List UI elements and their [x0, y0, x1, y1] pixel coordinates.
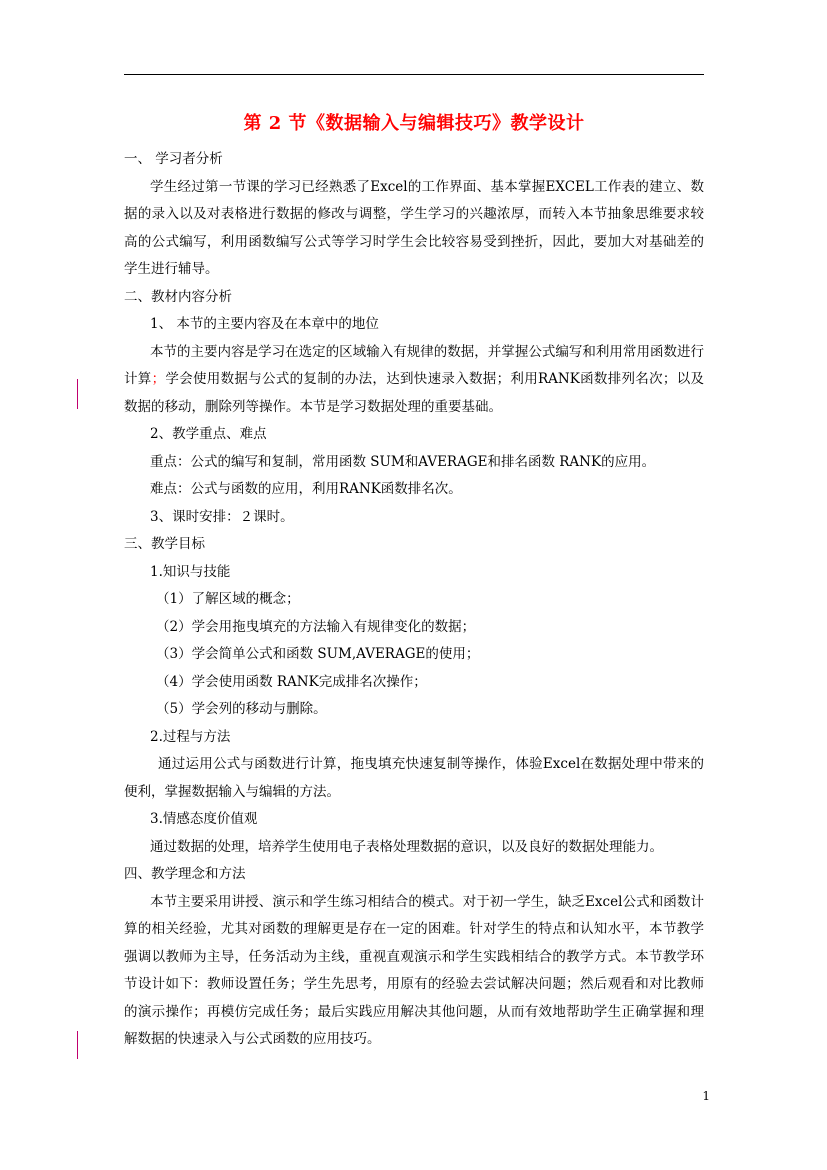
key-points: 重点：公式的编写和复制，常用函数 SUM和AVERAGE和排名函数 RANK的应用。	[150, 453, 656, 470]
goal-3-heading: 3.情感态度价值观	[150, 811, 258, 827]
goal-item: （2）学会用拖曳填充的方法输入有规律变化的数据；	[156, 618, 476, 635]
goal-item: （4）学会使用函数 RANK完成排名次操作；	[156, 673, 427, 690]
goal-item: （1）了解区域的概念；	[156, 591, 300, 607]
section-3-heading: 三、教学目标	[124, 536, 205, 552]
goal-2-heading: 2.过程与方法	[150, 728, 231, 745]
section-2-paragraph-1-part-a: 本节的主要内容是学习在选定的区域输入有规律的数据，并掌握公式编写和利用常用函数进行计算	[124, 343, 704, 387]
revision-bar	[77, 1031, 78, 1059]
goal-item: （3）学会简单公式和函数 SUM,AVERAGE的使用；	[156, 646, 480, 662]
section-2-paragraph-1-part-b: 学会使用数据与公式的复制的办法，达到快速录入数据；利用RANK函数排列名次；以及数据的移动，删除列等操作。本节是学习数据处理的重要基础。	[124, 371, 705, 415]
section-2-paragraph-1	[124, 339, 704, 422]
document-body	[124, 146, 704, 1054]
page-number: 1	[702, 1089, 710, 1103]
goal-1-heading: 1.知识与技能	[150, 563, 231, 580]
section-4-paragraph: 本节主要采用讲授、演示和学生练习相结合的模式。对于初一学生，缺乏Excel公式和函数计算的相关经验，尤其对函数的理解更是存在一定的困难。针对学生的特点和认知水平，本节教学强调以教师为主导，任务活动为主线，重视直观演示和学生实践相结合的教学方式。本节教学环节设计如下：教师设置任务；学生先思考，用原有的经验去尝试解决问题；然后观看和对比教师的演示操作；再模仿完成任务；最后实践应用解决其他问题，从而有效地帮助学生正确掌握和理解数据的快速录入与公式函数的应用技巧。	[124, 893, 704, 1047]
goal-2-paragraph: 通过运用公式与函数进行计算，拖曳填充快速复制等操作，体验Excel在数据处理中带来的便利，掌握数据输入与编辑的方法。	[124, 756, 704, 800]
revision-bar	[77, 379, 78, 409]
goal-item: （5）学会列的移动与删除。	[156, 701, 327, 717]
document-title: 第 2 节《数据输入与编辑技巧》教学设计	[243, 113, 585, 134]
section-2-subheading-2: 2、教学重点、难点	[150, 426, 267, 442]
section-1-heading: 一、 学习者分析	[124, 151, 223, 167]
section-2-subheading-1: 1、 本节的主要内容及在本章中的地位	[150, 316, 379, 332]
header-rule	[124, 74, 704, 75]
class-hours: 3、课时安排：２课时。	[150, 508, 294, 525]
revision-mark: ；	[151, 371, 166, 387]
section-2-heading: 二、教材内容分析	[124, 288, 232, 305]
section-1-paragraph: 学生经过第一节课的学习已经熟悉了Excel的工作界面、基本掌握EXCEL工作表的建立、数据的录入以及对表格进行数据的修改与调整，学生学习的兴趣浓厚，而转入本节抽象思维要求较高的公式编写，利用函数编写公式等学习时学生会比较容易受到挫折，因此，要加大对基础差的学生进行辅导。	[124, 178, 704, 277]
difficult-points: 难点：公式与函数的应用，利用RANK函数排名次。	[150, 481, 462, 497]
goal-3-paragraph: 通过数据的处理，培养学生使用电子表格处理数据的意识，以及良好的数据处理能力。	[150, 838, 663, 855]
section-4-heading: 四、教学理念和方法	[124, 866, 246, 882]
